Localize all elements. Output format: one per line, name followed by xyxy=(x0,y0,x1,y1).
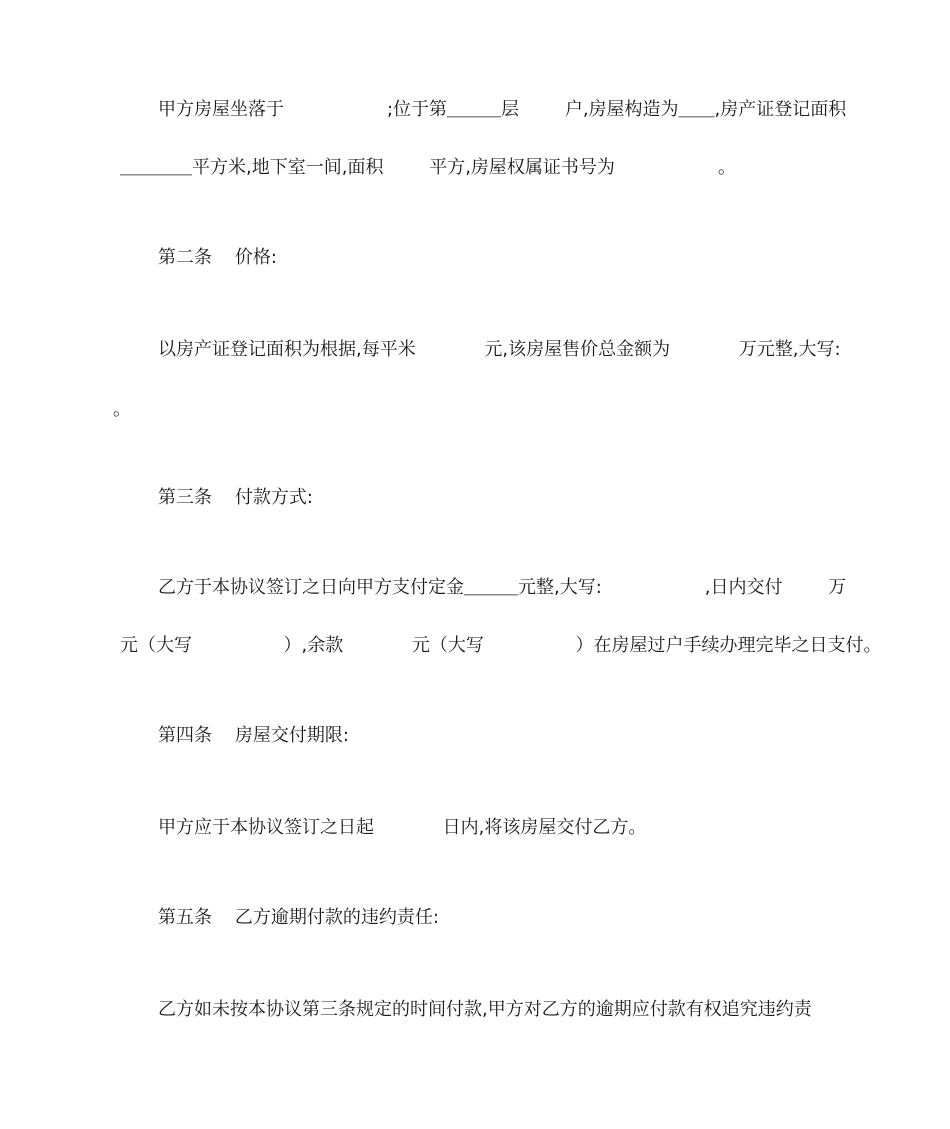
price-line: 以房产证登记面积为根据,每平米 元,该房屋售价总金额为 万元整,大写: xyxy=(158,339,841,360)
article-5-heading: 第五条 乙方逾期付款的违约责任: xyxy=(158,907,439,928)
article-4-heading: 第四条 房屋交付期限: xyxy=(158,725,349,746)
property-area-line: ＿＿＿＿平方米,地下室一间,面积 平方,房屋权属证书号为 。 xyxy=(120,157,736,178)
balance-line: 元（大写 ）,余款 元（大写 ）在房屋过户手续办理完毕之日支付。 xyxy=(120,635,882,656)
price-line-end: 。 xyxy=(113,399,131,420)
late-payment-line: 乙方如未按本协议第三条规定的时间付款,甲方对乙方的逾期应付款有权追究违约责 xyxy=(158,999,812,1020)
delivery-line: 甲方应于本协议签订之日起 日内,将该房屋交付乙方。 xyxy=(158,817,647,838)
deposit-line: 乙方于本协议签订之日向甲方支付定金＿＿＿元整,大写: ,日内交付 万 xyxy=(158,577,847,598)
article-3-heading: 第三条 付款方式: xyxy=(158,487,313,508)
property-location-line: 甲方房屋坐落于 ;位于第＿＿＿层 户,房屋构造为＿＿,房产证登记面积 xyxy=(158,99,847,120)
article-2-heading: 第二条 价格: xyxy=(158,247,277,268)
